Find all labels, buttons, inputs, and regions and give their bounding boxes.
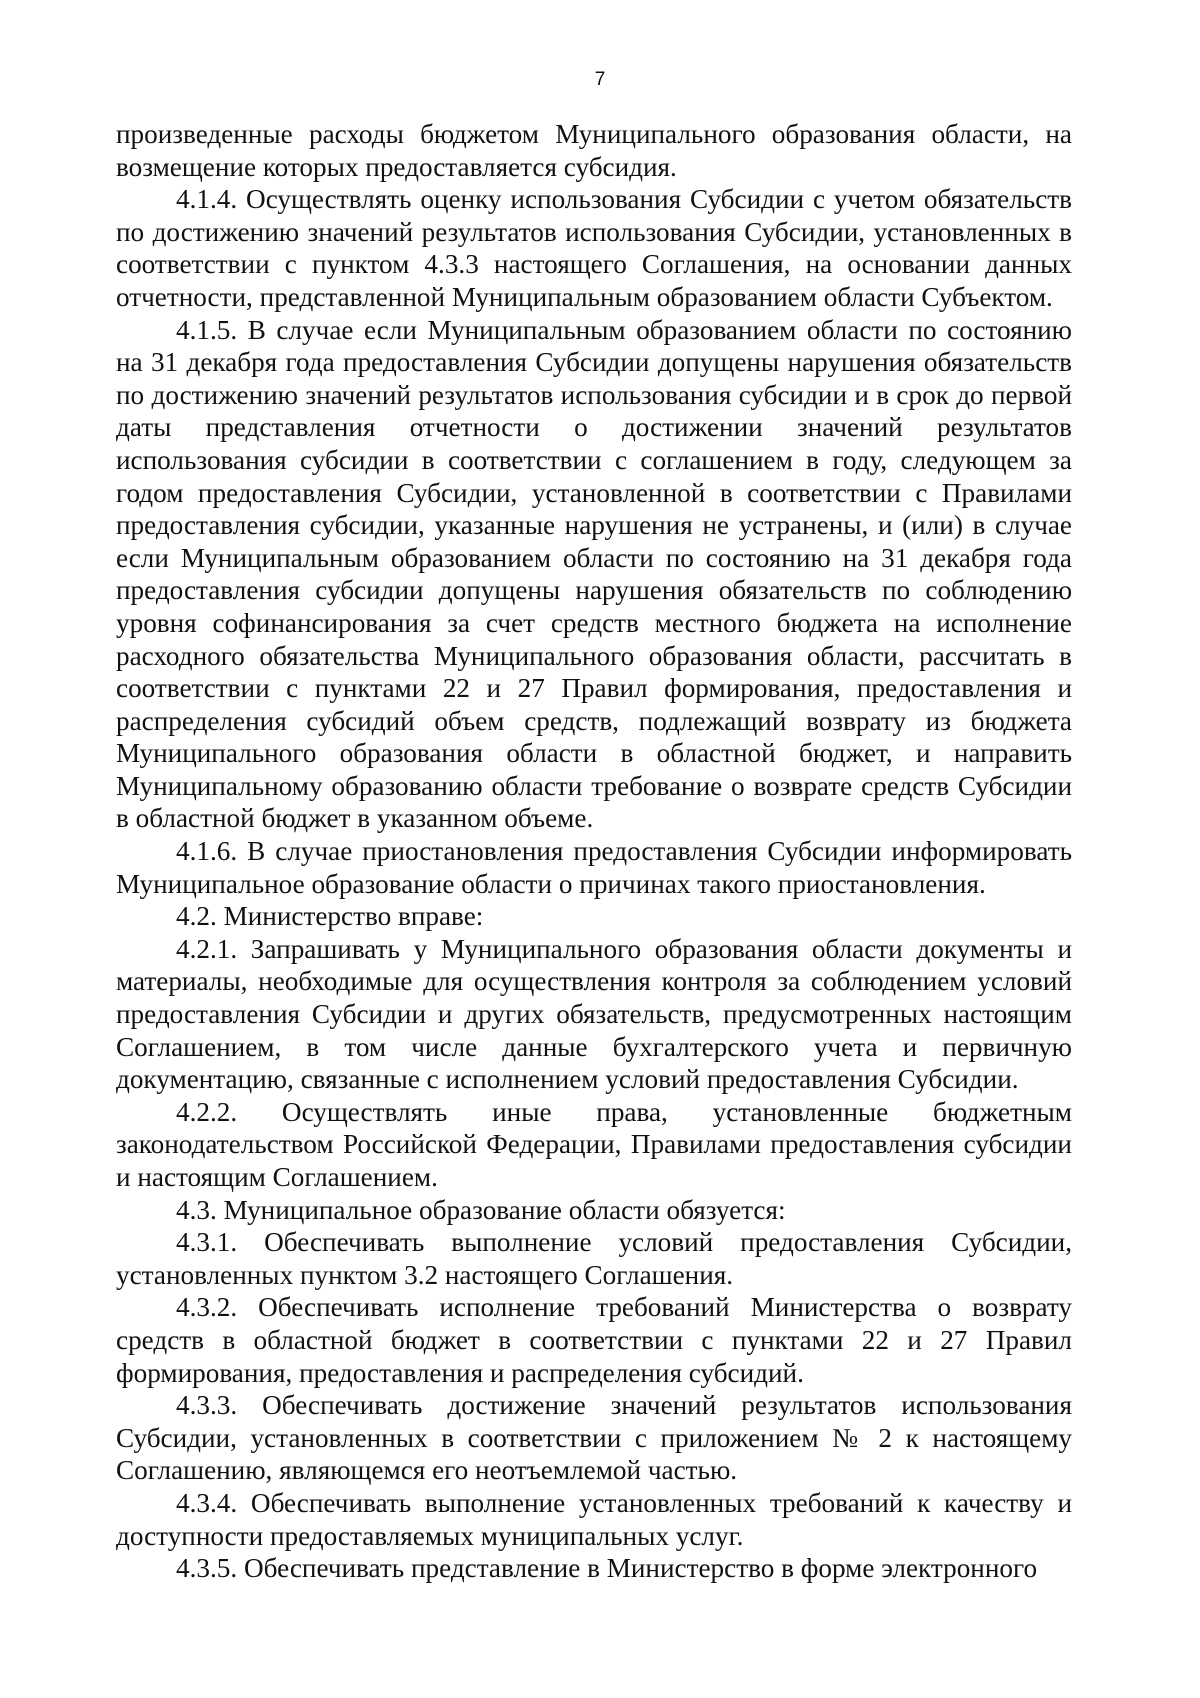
paragraph-4-1-4: 4.1.4. Осуществлять оценку использования Субсидии с учетом обязательств по достижению значений результатов использования Субсидии, установленных в соответствии с пунктом 4.3.3 настоящего Соглашения, на основании данных отчетности, представленной Муниципальным образованием области Субъектом. [116, 184, 1072, 312]
paragraph-4-3-4: 4.3.4. Обеспечивать выполнение установленных требований к качеству и доступности предоставляемых муниципальных услуг. [116, 1487, 1072, 1551]
paragraph-4-2: 4.2. Министерство вправе: [176, 901, 484, 932]
paragraph-4-3-5: 4.3.5. Обеспечивать представление в Министерство в форме электронного [176, 1553, 1038, 1584]
paragraph-4-1-6: 4.1.6. В случае приостановления предоставления Субсидии информировать Муниципальное образование области о причинах такого приостановления. [116, 836, 1072, 899]
paragraph-4-3-2: 4.3.2. Обеспечивать исполнение требований Министерства о возврату средств в областной бюджет в соответствии с пунктами 22 и 27 Правил формирования, предоставления и распределения субсидий. [116, 1292, 1072, 1388]
paragraph-4-2-1: 4.2.1. Запрашивать у Муниципального образования области документы и материалы, необходимые для осуществления контроля за соблюдением условий предоставления Субсидии и других обязательств, предусмотренных настоящим Соглашением, в том числе данные бухгалтерского учета и первичную документацию, связанные с исполнением условий предоставления Субсидии. [116, 933, 1072, 1095]
paragraph-continuation: произведенные расходы бюджетом Муниципального образования области, на возмещение которых предоставляется субсидия. [116, 119, 1072, 182]
paragraph-4-2-2: 4.2.2. Осуществлять иные права, установленные бюджетным законодательством Российской Федерации, Правилами предоставления субсидии и настоящим Соглашением. [116, 1096, 1072, 1192]
paragraph-4-3-1: 4.3.1. Обеспечивать выполнение условий предоставления Субсидии, установленных пунктом 3.2 настоящего Соглашения. [116, 1227, 1072, 1290]
page-number: 7 [594, 69, 606, 90]
paragraph-4-3-3: 4.3.3. Обеспечивать достижение значений результатов использования Субсидии, установленных в соответствии с приложением № 2 к настоящему Соглашению, являющемся его неотъемлемой частью. [116, 1390, 1072, 1486]
paragraph-4-3: 4.3. Муниципальное образование области обязуется: [176, 1194, 786, 1225]
document-body [116, 118, 1072, 1585]
paragraph-4-1-5: 4.1.5. В случае если Муниципальным образованием области по состоянию на 31 декабря года предоставления Субсидии допущены нарушения обязательств по достижению значений результатов использования субсидии и в срок до первой даты представления отчетности о достижении значений результатов использования субсидии в соответствии с соглашением в году, следующем за годом предоставления Субсидии, установленной в соответствии с Правилами предоставления субсидии, указанные нарушения не устранены, и (или) в случае если Муниципальным образованием области по состоянию на 31 декабря года предоставления субсидии допущены нарушения обязательств по соблюдению уровня софинансирования за счет средств местного бюджета на исполнение расходного обязательства Муниципального образования области, рассчитать в соответствии с пунктами 22 и 27 Правил формирования, предоставления и распределения субсидий объем средств, подлежащий возврату из бюджета Муниципального образования области в областной бюджет, и направить Муниципальному образованию области требование о возврате средств Субсидии в областной бюджет в указанном объеме. [116, 314, 1072, 834]
